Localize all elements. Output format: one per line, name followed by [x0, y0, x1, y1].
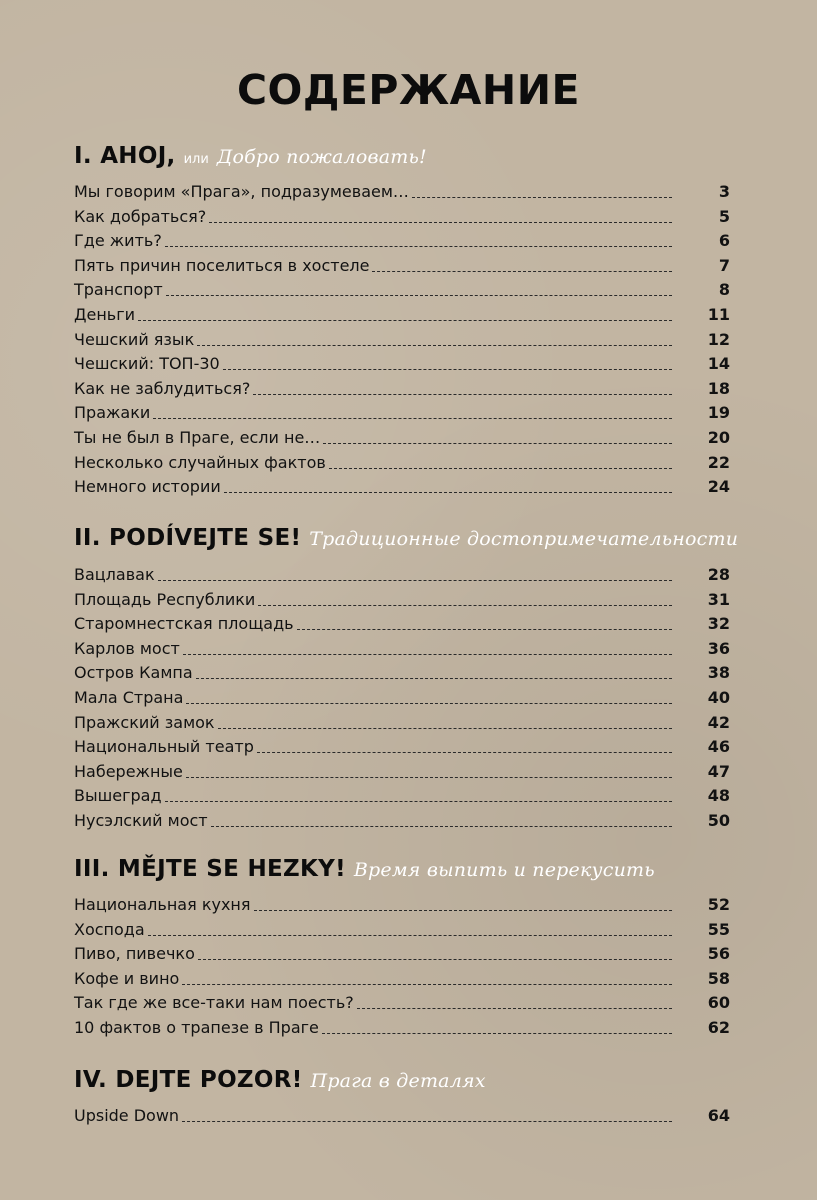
toc-entry[interactable] [74, 326, 730, 350]
section-heading-subtitle: Добро пожаловать! [216, 146, 427, 168]
toc-dot-leader [165, 246, 672, 247]
toc-dot-leader [253, 394, 672, 395]
toc-dot-leader [323, 443, 672, 444]
toc-entry[interactable] [74, 399, 730, 423]
toc-page-number: 60 [707, 993, 730, 1013]
toc-page-number: 62 [707, 1018, 730, 1037]
toc-page-number: 56 [707, 944, 730, 964]
toc-entry-title: Мала Страна [74, 688, 184, 707]
toc-entry[interactable] [74, 449, 730, 473]
toc-entry[interactable] [74, 561, 730, 585]
toc-entry-title: Пять причин поселиться в хостеле [74, 255, 370, 275]
toc-page-number: 58 [707, 968, 730, 988]
toc-entry[interactable] [74, 178, 730, 202]
toc-dot-leader [224, 492, 672, 493]
toc-dot-leader [257, 752, 672, 753]
section-heading-latin: IV. DEJTE POZOR! [74, 1067, 303, 1093]
toc-entry-title: Где жить? [74, 231, 162, 251]
toc-entry-title: Остров Кампа [74, 663, 193, 683]
section-heading-subtitle: Традиционные достопримечательности [309, 528, 739, 550]
toc-entry[interactable] [74, 586, 730, 610]
toc-dot-leader [166, 295, 672, 296]
toc-page-number: 36 [707, 638, 730, 658]
toc-page-number: 3 [718, 182, 730, 201]
toc-page-number: 48 [707, 786, 730, 806]
toc-page-number: 52 [707, 895, 730, 914]
toc-entry[interactable] [74, 473, 730, 497]
toc-page-number: 22 [707, 452, 730, 472]
toc-entry[interactable] [74, 424, 730, 448]
toc-dot-leader [197, 345, 672, 346]
toc-dot-leader [254, 910, 673, 911]
toc-dot-leader [412, 197, 672, 198]
toc-entry[interactable] [74, 635, 730, 659]
toc-dot-leader [372, 271, 672, 272]
toc-dot-leader [182, 984, 672, 985]
toc-dot-leader [186, 777, 672, 778]
toc-entry-title: Площадь Республики [74, 589, 256, 609]
toc-dot-leader [329, 468, 672, 469]
toc-page-number: 24 [707, 477, 730, 497]
toc-entry[interactable] [74, 684, 730, 708]
toc-entry[interactable] [74, 782, 730, 806]
toc-entry-title: Вышеград [74, 786, 162, 806]
section-heading [74, 525, 738, 551]
toc-dot-leader [196, 678, 672, 679]
toc-dot-leader [153, 418, 672, 419]
toc-dot-leader [258, 605, 672, 606]
section-heading [74, 143, 427, 169]
toc-page-number: 55 [707, 919, 730, 939]
toc-entry-title: Вацлавак [74, 565, 155, 584]
toc-entry[interactable] [74, 916, 730, 940]
toc-dot-leader [297, 629, 672, 630]
toc-entry[interactable] [74, 709, 730, 733]
toc-page-number: 50 [707, 811, 730, 830]
toc-page-number: 18 [707, 378, 730, 398]
toc-entry[interactable] [74, 965, 730, 989]
section-heading-connector: или [183, 152, 209, 167]
toc-entry[interactable] [74, 301, 730, 325]
toc-entry-title: Национальная кухня [74, 895, 251, 914]
toc-dot-leader [209, 222, 672, 223]
toc-page-number: 32 [707, 614, 730, 634]
toc-dot-leader [223, 369, 672, 370]
toc-entry[interactable] [74, 252, 730, 276]
toc-dot-leader [357, 1008, 672, 1009]
toc-page-number: 47 [707, 761, 730, 781]
toc-dot-leader [218, 728, 672, 729]
toc-entry-title: Так где же все-таки нам поесть? [74, 993, 354, 1013]
toc-entry-title: Как не заблудиться? [74, 378, 251, 398]
toc-entry-title: 10 фактов о трапезе в Праге [74, 1018, 319, 1037]
toc-page-number: 28 [707, 565, 730, 584]
toc-page-number: 46 [707, 737, 730, 757]
section-heading-latin: I. AHOJ, [74, 143, 176, 169]
toc-entry-title: Upside Down [74, 1106, 180, 1125]
toc-entry[interactable] [74, 350, 730, 374]
toc-dot-leader [182, 1121, 672, 1122]
toc-dot-leader [165, 801, 672, 802]
toc-dot-leader [322, 1033, 672, 1034]
toc-page-number: 7 [718, 255, 730, 275]
toc-entry-title: Чешский язык [74, 329, 195, 349]
toc-entry[interactable] [74, 891, 730, 915]
toc-entry-title: Несколько случайных фактов [74, 452, 326, 472]
toc-entry-title: Чешский: ТОП-30 [74, 354, 220, 374]
toc-dot-leader [186, 703, 672, 704]
toc-entry-title: Старомнестская площадь [74, 614, 294, 634]
toc-page-number: 8 [718, 280, 730, 300]
toc-entry[interactable] [74, 375, 730, 399]
toc-entry[interactable] [74, 227, 730, 251]
toc-entry-title: Набережные [74, 761, 183, 781]
toc-dot-leader [211, 826, 672, 827]
toc-entry-title: Транспорт [74, 280, 163, 300]
toc-entry[interactable] [74, 276, 730, 300]
section-heading-latin: III. MĚJTE SE HEZKY! [74, 856, 346, 882]
toc-page-number: 31 [707, 589, 730, 609]
section-heading-subtitle: Прага в деталях [310, 1070, 486, 1092]
toc-entry-title: Карлов мост [74, 638, 180, 658]
toc-entry-title: Немного истории [74, 477, 221, 497]
toc-entry-title: Хоспода [74, 919, 145, 939]
section-heading [74, 1067, 486, 1093]
toc-entry-title: Как добраться? [74, 206, 207, 226]
section-heading-subtitle: Время выпить и перекусить [353, 859, 655, 881]
toc-page-number: 19 [707, 403, 730, 423]
toc-entry-title: Пиво, пивечко [74, 944, 195, 964]
page-title: СОДЕРЖАНИЕ [236, 66, 581, 114]
section-heading-latin: II. PODÍVEJTE SE! [74, 525, 302, 551]
toc-entry[interactable] [74, 733, 730, 757]
toc-entry[interactable] [74, 807, 730, 831]
toc-entry-title: Нусэлский мост [74, 811, 208, 830]
toc-entry-title: Пражский замок [74, 712, 215, 732]
toc-entry[interactable] [74, 610, 730, 634]
toc-entry-title: Национальный театр [74, 737, 254, 757]
toc-entry-title: Ты не был в Праге, если не… [74, 428, 321, 447]
toc-entry[interactable] [74, 203, 730, 227]
toc-entry[interactable] [74, 1102, 730, 1126]
toc-page-number: 12 [707, 329, 730, 349]
toc-entry-title: Мы говорим «Прага», подразумеваем… [74, 182, 409, 201]
toc-page-number: 14 [707, 354, 730, 374]
toc-dot-leader [148, 935, 672, 936]
toc-page-number: 20 [707, 428, 730, 447]
toc-entry-title: Пражаки [74, 403, 151, 423]
toc-entry[interactable] [74, 659, 730, 683]
toc-entry[interactable] [74, 1014, 730, 1038]
section-heading [74, 856, 655, 882]
toc-page-number: 40 [707, 688, 730, 707]
toc-entry-title: Деньги [74, 305, 136, 324]
toc-dot-leader [158, 580, 672, 581]
toc-page-number: 5 [718, 206, 730, 226]
toc-entry[interactable] [74, 989, 730, 1013]
toc-dot-leader [138, 320, 672, 321]
toc-page-number: 11 [707, 305, 730, 324]
toc-page-number: 6 [718, 231, 730, 251]
toc-entry[interactable] [74, 940, 730, 964]
toc-dot-leader [198, 959, 672, 960]
toc-entry[interactable] [74, 758, 730, 782]
toc-page-number: 38 [707, 663, 730, 683]
toc-page-number: 64 [707, 1106, 730, 1125]
toc-entry-title: Кофе и вино [74, 968, 180, 988]
toc-dot-leader [183, 654, 672, 655]
toc-page-number: 42 [707, 712, 730, 732]
